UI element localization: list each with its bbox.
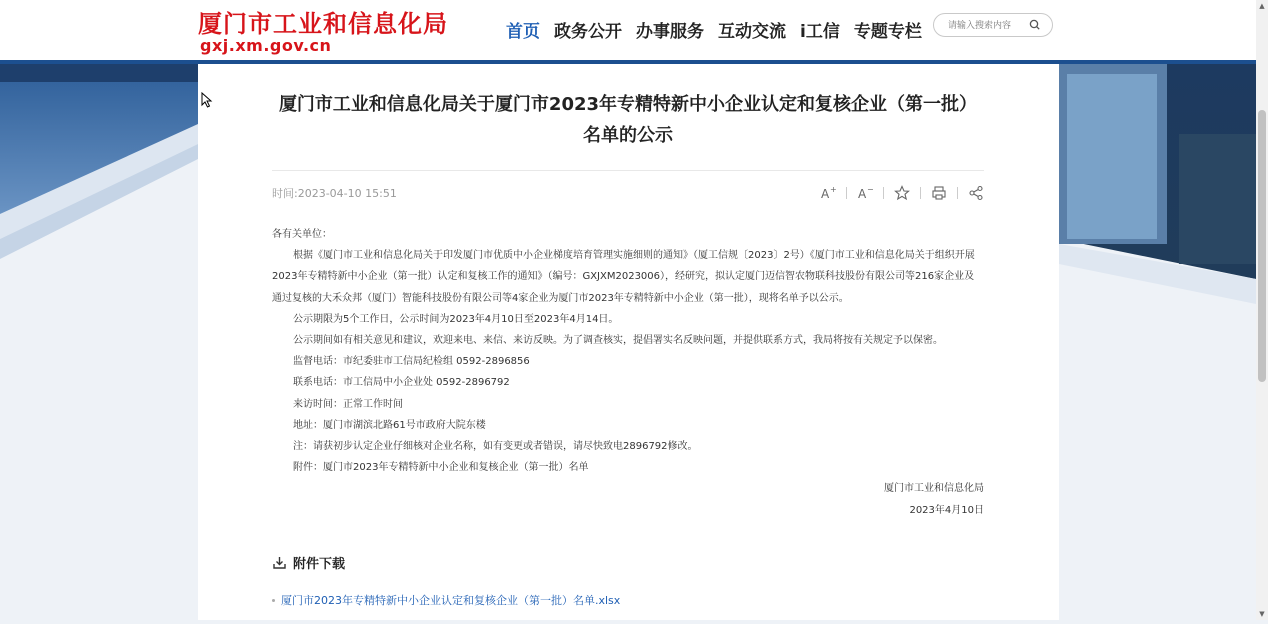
body-paragraph: 来访时间：正常工作时间 (293, 398, 403, 410)
star-icon[interactable] (892, 183, 912, 203)
search-input[interactable] (946, 17, 1030, 35)
svg-text:−: − (867, 185, 874, 194)
signature-date: 2023年4月10日 (909, 504, 984, 516)
city-banner-right (1059, 64, 1256, 620)
svg-text:A: A (821, 187, 830, 201)
article-tools (818, 183, 986, 203)
body-paragraph: 监督电话：市纪委驻市工信局纪检组 0592-2896856 (293, 356, 530, 368)
page-scrollbar[interactable] (1256, 0, 1268, 620)
attachment-item (272, 592, 620, 608)
site-url: gxj.xm.gov.cn (200, 36, 332, 55)
svg-text:A: A (858, 187, 867, 201)
body-paragraph: 公示期间如有相关意见和建议，欢迎来电、来信、来访反映。为了调查核实，提倡署实名反映问题，并提供联系方式，我局将按有关规定予以保密。 (293, 335, 943, 347)
svg-text:+: + (830, 185, 837, 194)
attachments-heading (272, 553, 345, 572)
body-paragraph: 联系电话：市工信局中小企业处 0592-2896792 (293, 377, 510, 389)
mouse-cursor-icon (201, 92, 213, 108)
nav-services[interactable]: 办事服务 (636, 22, 704, 42)
article-title: 厦门市工业和信息化局关于厦门市2023年专精特新中小企业认定和复核企业（第一批）名单的公示 (278, 94, 978, 146)
tool-divider (957, 187, 958, 199)
nav-topics[interactable]: 专题专栏 (853, 22, 922, 42)
font-increase-icon[interactable] (818, 183, 838, 203)
search-icon[interactable] (1028, 18, 1042, 32)
article-body (272, 224, 984, 521)
nav-i-gongxin[interactable]: i工信 (800, 22, 840, 42)
title-divider (272, 170, 984, 171)
site-header (0, 0, 1256, 60)
scroll-up-icon[interactable]: ▲ (1259, 2, 1265, 10)
tool-divider (883, 187, 884, 199)
download-icon (272, 555, 287, 570)
nav-government-affairs[interactable]: 政务公开 (554, 22, 622, 42)
main-nav (506, 17, 922, 42)
site-logo[interactable]: 厦门市工业和信息化局 (198, 9, 448, 38)
body-paragraph: 地址：厦门市湖滨北路61号市政府大院东楼 (293, 419, 486, 431)
print-icon[interactable] (929, 183, 949, 203)
body-paragraph: 附件：厦门市2023年专精特新中小企业和复核企业（第一批）名单 (293, 462, 589, 474)
nav-home[interactable]: 首页 (506, 22, 540, 42)
signature-org: 厦门市工业和信息化局 (884, 483, 984, 495)
salutation: 各有关单位： (272, 229, 332, 240)
attachment-link[interactable]: 厦门市2023年专精特新中小企业认定和复核企业（第一批）名单.xlsx (281, 594, 621, 607)
share-icon[interactable] (966, 183, 986, 203)
scroll-down-icon[interactable]: ▼ (1259, 610, 1265, 618)
font-decrease-icon[interactable] (855, 183, 875, 203)
body-paragraph: 注：请获初步认定企业仔细核对企业名称，如有变更或者错误，请尽快致电2896792修改。 (293, 441, 698, 453)
tool-divider (846, 187, 847, 199)
tool-divider (920, 187, 921, 199)
body-paragraph: 公示期限为5个工作日，公示时间为2023年4月10日至2023年4月14日。 (293, 313, 619, 325)
attachments-heading-label: 附件下载 (293, 557, 346, 572)
publish-date: 时间:2023-04-10 15:51 (272, 187, 397, 200)
nav-interaction[interactable]: 互动交流 (718, 22, 786, 42)
scrollbar-thumb[interactable] (1258, 110, 1266, 382)
bullet-icon (272, 599, 275, 602)
body-paragraph: 根据《厦门市工业和信息化局关于印发厦门市优质中小企业梯度培育管理实施细则的通知》（厦工信规〔2023〕2号）《厦门市工业和信息化局关于组织开展2023年专精特新中小企业（第一批）认定和复核工作的通知》（编号：GXJXM2023006），经研究，拟认定厦门迈信智农物联科技股份有限公司等216家企业及通过复核的大禾众邦（厦门）智能科技股份有限公司等4家企业为厦门市2023年专精特新中小企业（第一批），现将名单予以公示。 (272, 250, 975, 304)
search-box (933, 13, 1053, 37)
city-banner-left (0, 64, 198, 620)
